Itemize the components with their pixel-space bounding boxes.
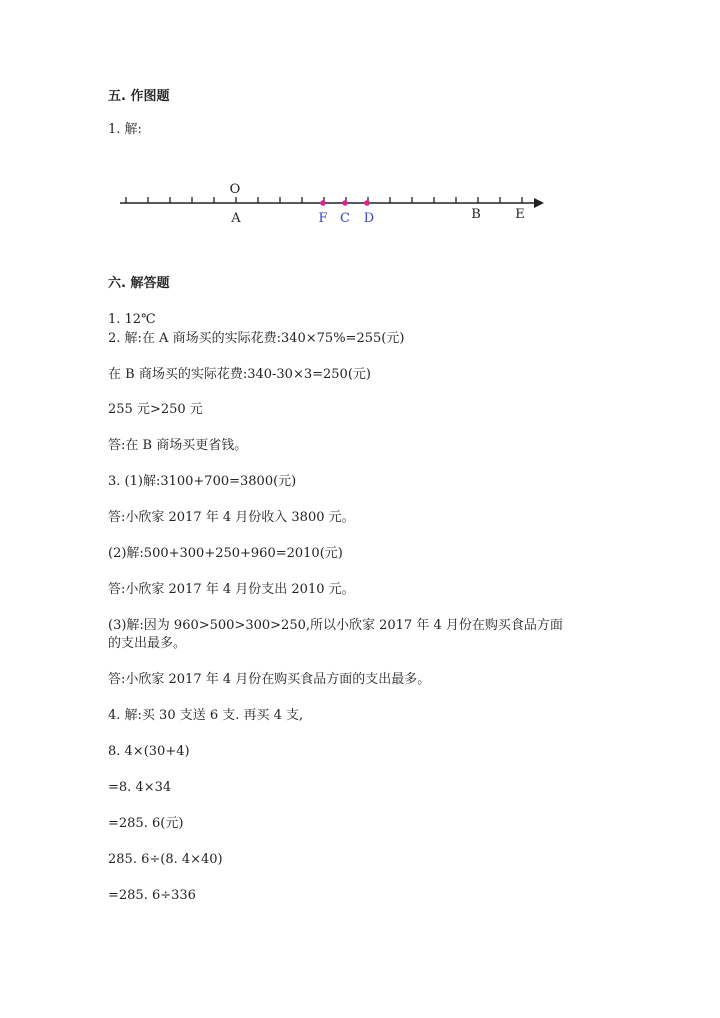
answer-line: 在 B 商场买的实际花费:340-30×3=250(元) [108,367,371,382]
answer-line: 285. 6÷(8. 4×40) [108,852,223,867]
answer-line: =285. 6÷336 [108,888,196,903]
answer-line: 的支出最多。 [108,636,187,651]
answer-line: 答:在 B 商场买更省钱。 [108,438,248,453]
point-c-label: C [340,211,350,226]
point-e-label: E [515,207,525,222]
point-c-marker [342,200,348,206]
answer-line: (2)解:500+300+250+960=2010(元) [108,546,343,561]
answer-line: (3)解:因为 960>500>300>250,所以小欣家 2017 年 4 月份在购买食品方面 [108,618,563,633]
answer-line: =285. 6(元) [108,816,184,831]
section-5-heading: 五. 作图题 [108,89,170,104]
question-1-label: 1. 解: [108,122,142,137]
answer-line: 3. (1)解:3100+700=3800(元) [108,474,297,489]
answer-line: 答:小欣家 2017 年 4 月份支出 2010 元。 [108,582,355,597]
answer-line: 8. 4×(30+4) [108,744,190,759]
number-line-figure [110,176,550,232]
section-6-heading: 六. 解答题 [108,276,170,291]
answer-line: 答:小欣家 2017 年 4 月份在购买食品方面的支出最多。 [108,672,431,687]
point-d-marker [364,200,370,206]
point-d-label: D [363,211,375,226]
answer-line: 2. 解:在 A 商场买的实际花费:340×75%=255(元) [108,331,405,346]
point-f-label: F [318,211,328,226]
answer-line: 4. 解:买 30 支送 6 支. 再买 4 支, [108,708,304,723]
number-line-arrow [534,198,544,208]
answer-line: =8. 4×34 [108,780,172,795]
answer-line: 1. 12℃ [108,312,156,327]
origin-label: O [229,182,241,197]
point-f-marker [320,200,326,206]
point-a-label: A [231,211,241,226]
answer-line: 255 元>250 元 [108,402,203,417]
point-b-label: B [471,207,481,222]
answer-line: 答:小欣家 2017 年 4 月份收入 3800 元。 [108,510,355,525]
